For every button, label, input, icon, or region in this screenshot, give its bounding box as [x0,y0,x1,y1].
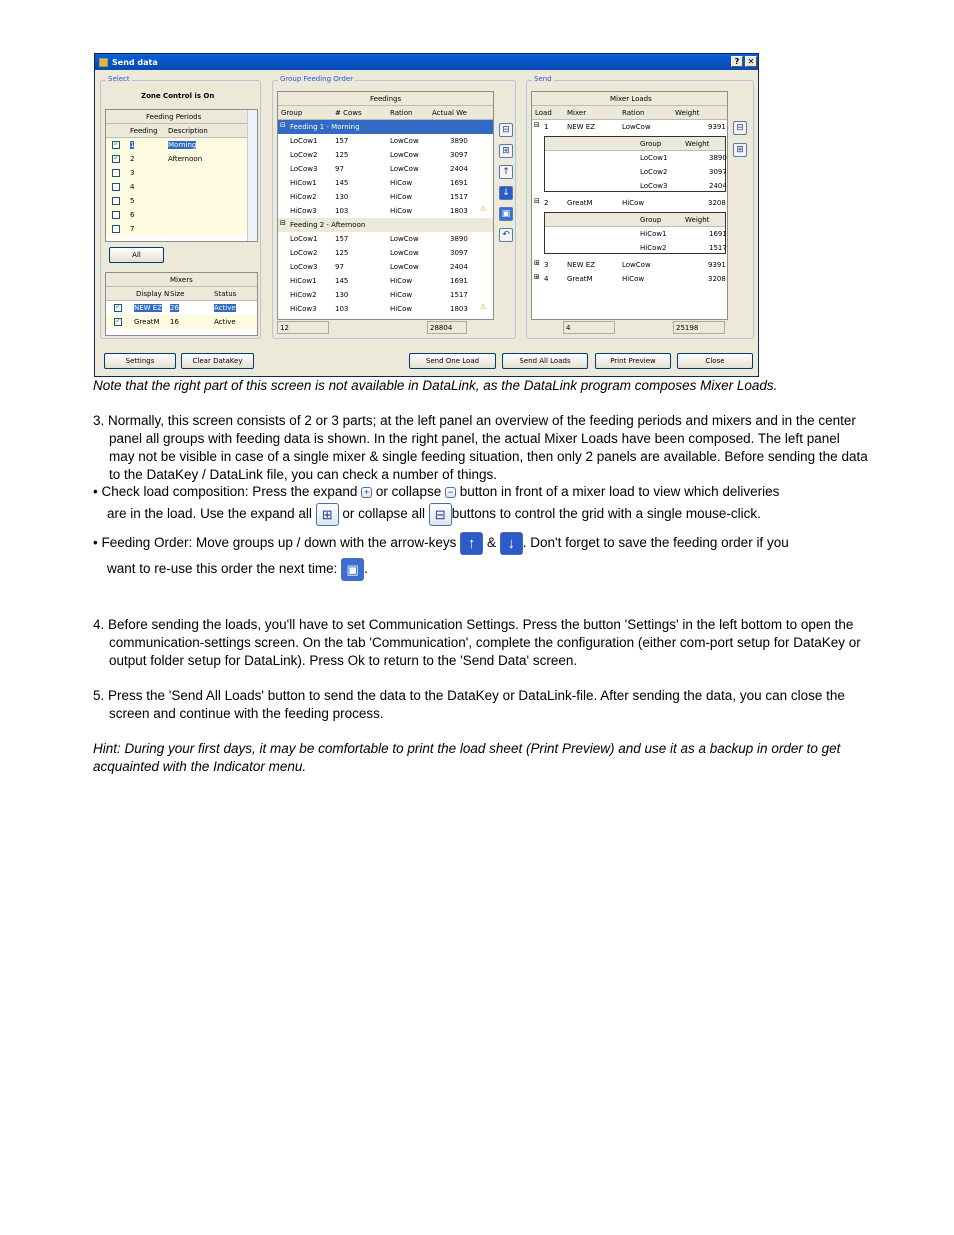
load-number: 1 [544,123,549,131]
mixer-size: 26 [170,304,179,312]
mixers-grid [105,272,258,336]
mixer-load-row[interactable] [532,258,727,272]
collapse-icon[interactable]: ⊟ [280,219,286,227]
group-name: HiCow3 [290,207,317,215]
mixer-loads-header: Load Mixer Ration Weight [532,106,727,120]
load-weight: 3208 [708,275,726,283]
feeding-group-row[interactable] [278,246,493,260]
mixer-load-row[interactable] [532,120,727,134]
warning-icon: ⚠ [480,303,487,311]
feeding-group-row[interactable] [278,204,493,218]
group-name: HiCow1 [290,277,317,285]
bullet-load-composition-cont: are in the load. Use the expand all ⊞ or collapse all ⊟ buttons to control the grid with a single mouse-click. [93,501,868,527]
mixer-size: 16 [170,318,179,326]
feeding-group-row[interactable] [278,260,493,274]
load-ration: LowCow [622,261,651,269]
save-icon[interactable]: ▣ [499,207,513,221]
send-all-loads-button[interactable]: Send All Loads [502,353,588,369]
actual-weight: 1803 [450,207,468,215]
feeding-period-row[interactable] [106,222,247,236]
save-icon-inline: ▣ [341,558,364,581]
load-detail-grid [544,136,726,192]
feeding-period-checkbox[interactable] [112,155,120,163]
group-feeding-order-label: Group Feeding Order [280,75,354,83]
feeding-period-row[interactable] [106,152,247,166]
load-mixer: NEW EZ [567,261,596,269]
feeding-group-row[interactable] [278,288,493,302]
feeding-periods-header: Feeding Description [106,124,257,138]
feeding-group-row[interactable] [278,232,493,246]
feeding-period-row[interactable] [106,208,247,222]
step-3-text: 3. Normally, this screen consists of 2 or 3 parts; at the left panel an overview of the feeding periods and mixers and in the center panel all groups with feeding data is shown. In the right panel, the actual Mixer Loads have been composed. The left panel may not be visible in case of a single mixer & single feeding situation, then only 2 panels are available. Before sending the data to the DataKey / DataLink file, you can check a number of things. [93,413,868,482]
ration-name: HiCow [390,179,413,187]
expand-all-icon[interactable]: ⊞ [499,144,513,158]
detail-col-weight: Weight [685,216,710,224]
warning-icon: ⚠ [480,205,487,213]
ration-name: LowCow [390,263,419,271]
group-name: HiCow1 [290,179,317,187]
cow-count: 103 [335,207,349,215]
feeding-group-row[interactable] [278,302,493,316]
actual-weight: 3097 [450,151,468,159]
collapse-all-icon[interactable]: ⊟ [499,123,513,137]
load-detail-row [545,241,725,255]
feeding-group-row[interactable] [278,190,493,204]
loads-footer-total: 25198 [673,321,725,334]
ration-name: HiCow [390,305,413,313]
arrow-down-icon[interactable]: ↓ [499,186,513,200]
load-detail-header [545,137,725,151]
feeding-group-row[interactable] [278,274,493,288]
feeding-period-checkbox[interactable] [112,183,120,191]
load-detail-grid [544,212,726,254]
load-number: 3 [544,261,549,269]
expand-all-loads-icon[interactable]: ⊞ [733,143,747,157]
detail-group: LoCow2 [640,168,668,176]
actual-weight: 1517 [450,291,468,299]
actual-weight: 3890 [450,235,468,243]
load-detail-header [545,213,725,227]
load-detail-row [545,165,725,179]
feeding-period-number: 5 [130,197,135,205]
cow-count: 145 [335,179,349,187]
load-number: 4 [544,275,549,283]
mixer-row[interactable] [106,301,257,315]
detail-weight: 1691 [709,230,727,238]
group-name: LoCow2 [290,249,318,257]
load-number: 2 [544,199,549,207]
mixer-loads-title: Mixer Loads [532,92,727,106]
cow-count: 97 [335,263,344,271]
feeding-period-number: 1 [130,141,135,149]
mixer-checkbox[interactable] [114,318,122,326]
mixer-load-row[interactable] [532,196,727,210]
send-panel-label: Send [534,75,552,83]
feeding-period-checkbox[interactable] [112,225,120,233]
send-panel [526,75,754,339]
actual-weight: 3890 [450,137,468,145]
close-window-button[interactable]: ✕ [745,56,757,67]
detail-weight: 3890 [709,154,727,162]
mixer-status: Active [214,304,236,312]
collapse-icon[interactable]: ⊟ [534,197,540,205]
print-preview-button[interactable]: Print Preview [595,353,671,369]
feeding-period-checkbox[interactable] [112,197,120,205]
hint-text: Hint: During your first days, it may be comfortable to print the load sheet (Print Preview) and use it as a backup in order to get acquainted with the Indicator menu. [93,741,841,774]
load-detail-row [545,227,725,241]
feeding-periods-grid [105,109,258,242]
load-detail-row [545,151,725,165]
cow-count: 157 [335,235,349,243]
all-button[interactable]: All [109,247,164,263]
cow-count: 157 [335,137,349,145]
bullet-load-composition: • Check load composition: Press the expand + or collapse − button in front of a mixer load to view which deliveries [93,484,780,499]
mixer-name: GreatM [134,318,160,326]
feeding-period-checkbox[interactable] [112,141,120,149]
collapse-icon: − [445,487,456,498]
actual-weight: 2404 [450,165,468,173]
load-weight: 9391 [708,261,726,269]
send-one-load-button[interactable]: Send One Load [409,353,496,369]
group-name: LoCow1 [290,137,318,145]
detail-group: HiCow2 [640,244,667,252]
load-ration: HiCow [622,199,645,207]
detail-col-group: Group [640,216,662,224]
feeding-section-row[interactable] [278,218,493,232]
feeding-period-row[interactable] [106,194,247,208]
mixers-title: Mixers [106,273,257,287]
ration-name: LowCow [390,235,419,243]
feedings-title: Feedings [278,92,493,106]
feeding-period-row[interactable] [106,138,247,152]
collapse-icon[interactable]: ⊟ [280,121,286,129]
group-name: HiCow2 [290,193,317,201]
settings-button[interactable]: Settings [104,353,176,369]
clear-datakey-button[interactable]: Clear DataKey [181,353,254,369]
ration-name: HiCow [390,277,413,285]
group-feeding-order-panel [272,75,516,339]
ration-name: LowCow [390,249,419,257]
collapse-icon[interactable]: ⊟ [534,121,540,129]
feeding-period-checkbox[interactable] [112,169,120,177]
select-panel-label: Select [108,75,130,83]
ration-name: LowCow [390,151,419,159]
periods-scrollbar[interactable] [247,110,257,241]
cow-count: 97 [335,165,344,173]
mixers-header: Display N Size Status [106,287,257,301]
title-bar [95,54,758,70]
cow-count: 145 [335,277,349,285]
loads-footer-count: 4 [563,321,615,334]
actual-weight: 1691 [450,277,468,285]
mixer-checkbox[interactable] [114,304,122,312]
feeding-period-description: Afternoon [168,155,203,163]
load-weight: 9391 [708,123,726,131]
arrow-up-icon[interactable]: ↑ [499,165,513,179]
feeding-period-number: 2 [130,155,135,163]
feeding-period-description: Morning [168,141,197,149]
feeding-period-row[interactable] [106,180,247,194]
feeding-section-label: Feeding 1 - Morning [290,123,360,131]
feeding-period-row[interactable] [106,166,247,180]
feeding-group-row[interactable] [278,162,493,176]
expand-all-icon-inline: ⊞ [316,503,339,526]
expand-icon[interactable]: ⊞ [534,259,540,267]
actual-weight: 1517 [450,193,468,201]
group-name: LoCow1 [290,235,318,243]
feeding-section-label: Feeding 2 - Afternoon [290,221,366,229]
detail-col-group: Group [640,140,662,148]
window-title: Send data [112,57,158,67]
bullet-feeding-order-cont: want to re-use this order the next time: ▣ . [93,556,868,582]
detail-group: LoCow3 [640,182,668,190]
collapse-all-icon-inline: ⊟ [429,503,452,526]
load-detail-row [545,179,725,193]
bullet-feeding-order: • Feeding Order: Move groups up / down with the arrow-keys ↑ & ↓ . Don't forget to save the feeding order if you [93,530,868,556]
expand-icon[interactable]: ⊞ [534,273,540,281]
actual-weight: 3097 [450,249,468,257]
expand-icon: + [361,487,372,498]
feedings-grid [277,91,494,320]
ration-name: LowCow [390,165,419,173]
load-weight: 3208 [708,199,726,207]
actual-weight: 1691 [450,179,468,187]
feeding-group-row[interactable] [278,176,493,190]
mixer-load-row[interactable] [532,272,727,286]
note-text: Note that the right part of this screen is not available in DataLink, as the DataLink program composes Mixer Loads. [93,378,778,393]
detail-group: HiCow1 [640,230,667,238]
help-button[interactable]: ? [731,56,743,67]
mixer-status: Active [214,318,236,326]
arrow-down-icon-inline: ↓ [500,532,523,555]
cow-count: 125 [335,249,349,257]
detail-col-weight: Weight [685,140,710,148]
feeding-periods-title: Feeding Periods [106,110,257,124]
app-icon [99,58,108,67]
ration-name: HiCow [390,207,413,215]
load-mixer: NEW EZ [567,123,596,131]
feeding-period-number: 6 [130,211,135,219]
feeding-period-number: 7 [130,225,135,233]
mixer-row[interactable] [106,315,257,329]
group-name: LoCow3 [290,165,318,173]
zone-control-status: Zone Control is On [141,92,215,100]
actual-weight: 1803 [450,305,468,313]
feeding-section-row[interactable] [278,120,493,134]
cow-count: 125 [335,151,349,159]
feeding-period-checkbox[interactable] [112,211,120,219]
send-data-window [94,53,759,377]
feeding-period-number: 3 [130,169,135,177]
load-mixer: GreatM [567,199,593,207]
select-panel [100,75,261,339]
step-5-text: 5. Press the 'Send All Loads' button to send the data to the DataKey or DataLink-file. After sending the data, you can close the screen and continue with the feeding process. [93,688,845,721]
feedings-header: Group # Cows Ration Actual We [278,106,493,120]
group-name: HiCow3 [290,305,317,313]
detail-weight: 1517 [709,244,727,252]
group-name: LoCow2 [290,151,318,159]
collapse-all-loads-icon[interactable]: ⊟ [733,121,747,135]
load-mixer: GreatM [567,275,593,283]
group-name: HiCow2 [290,291,317,299]
cow-count: 103 [335,305,349,313]
load-ration: HiCow [622,275,645,283]
feeding-group-row[interactable] [278,134,493,148]
ration-name: HiCow [390,291,413,299]
step-4-text: 4. Before sending the loads, you'll have to set Communication Settings. Press the button 'Settings' in the left bottom to open the communication-settings screen. On the tab 'Communication', complete the configuration (either com-port setup for DataKey or output folder setup for DataLink). Press Ok to return to the 'Send Data' screen. [93,617,861,668]
detail-weight: 2404 [709,182,727,190]
cow-count: 130 [335,193,349,201]
mixer-loads-grid [531,91,728,320]
arrow-up-icon-inline: ↑ [460,532,483,555]
mixer-name: NEW EZ [134,304,163,312]
group-name: LoCow3 [290,263,318,271]
detail-group: LoCow1 [640,154,668,162]
cow-count: 130 [335,291,349,299]
detail-weight: 3097 [709,168,727,176]
close-button[interactable]: Close [677,353,753,369]
ration-name: HiCow [390,193,413,201]
undo-icon[interactable]: ↶ [499,228,513,242]
load-ration: LowCow [622,123,651,131]
feeding-group-row[interactable] [278,148,493,162]
feedings-footer-count: 12 [277,321,329,334]
ration-name: LowCow [390,137,419,145]
feeding-period-number: 4 [130,183,135,191]
actual-weight: 2404 [450,263,468,271]
feedings-footer-total: 28804 [427,321,467,334]
